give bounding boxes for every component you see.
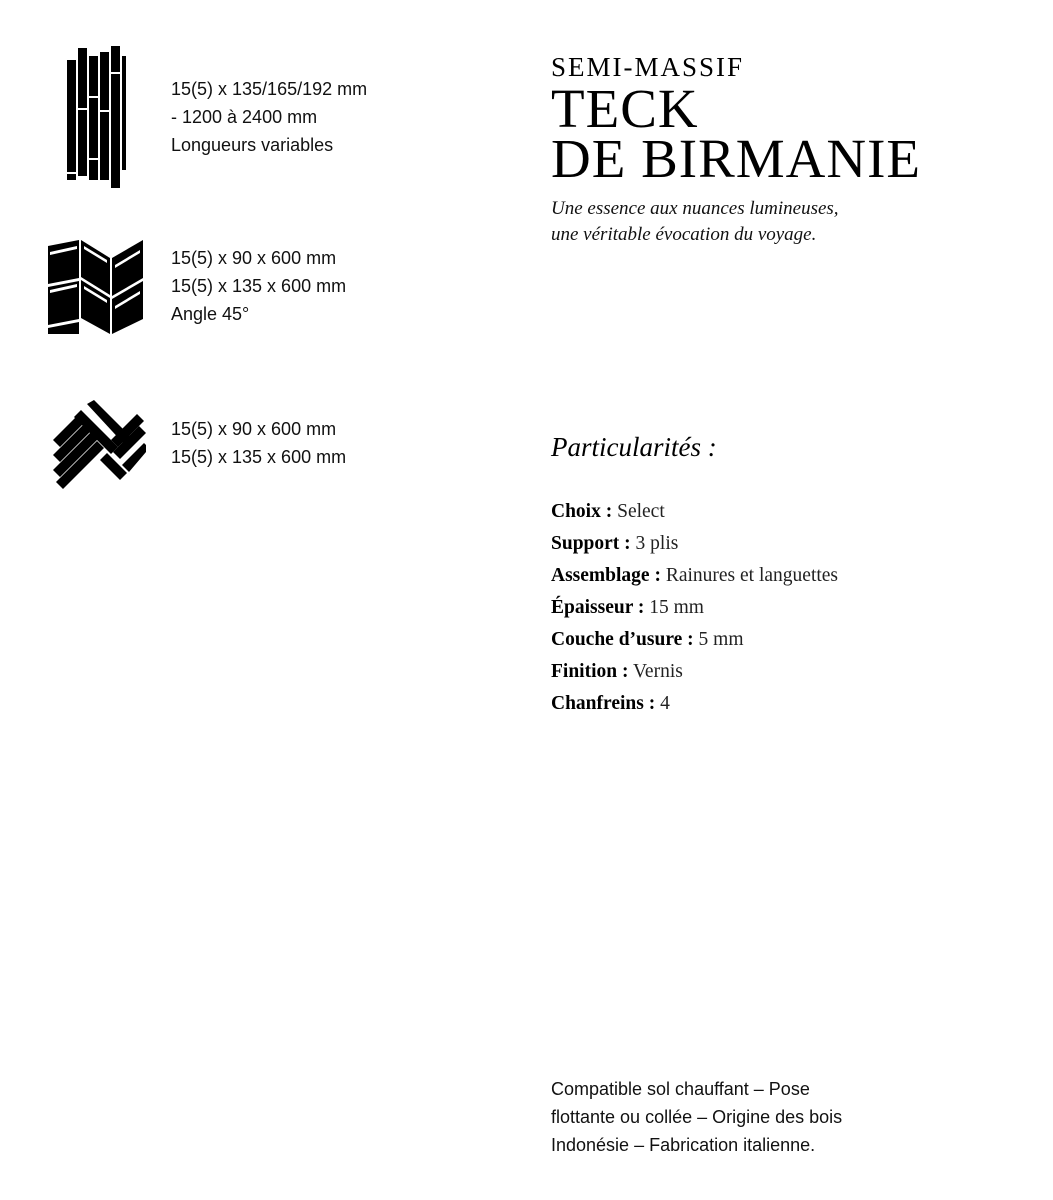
format-dimensions: 15(5) x 135/165/192 mm	[171, 79, 368, 99]
feature-value: 5 mm	[698, 629, 744, 650]
feature-support	[551, 528, 1031, 560]
feature-label: Choix :	[551, 501, 613, 522]
footer-note: Compatible sol chauffant – Pose flottante ou collée – Origine des bois Indonésie – Fabrication italienne.	[551, 1079, 843, 1155]
format-dimensions-large: 15(5) x 135 x 600 mm	[171, 276, 347, 296]
feature-assembly	[551, 560, 1031, 592]
format-specs	[171, 415, 346, 471]
features-heading: Particularités :	[551, 432, 717, 462]
feature-thickness	[551, 592, 1031, 624]
feature-value: Vernis	[633, 661, 683, 682]
format-specs	[171, 75, 367, 159]
format-block-herringbone	[0, 398, 500, 498]
herringbone-pattern-icon	[51, 400, 146, 495]
feature-wear-layer	[551, 624, 1031, 656]
feature-value: 4	[660, 693, 670, 714]
product-tagline	[551, 196, 1031, 248]
tagline-line-2: une véritable évocation du voyage.	[551, 224, 817, 245]
feature-label: Finition :	[551, 661, 629, 682]
feature-label: Support :	[551, 533, 631, 554]
product-title-line-2: DE BIRMANIE	[551, 128, 922, 189]
features-section	[551, 430, 1031, 720]
format-dimensions-small: 15(5) x 90 x 600 mm	[171, 419, 337, 439]
straight-plank-pattern-icon	[66, 46, 126, 193]
format-note: Longueurs variables	[171, 135, 334, 155]
format-specs	[171, 244, 346, 328]
format-block-chevron	[0, 238, 500, 338]
feature-label: Épaisseur :	[551, 597, 645, 618]
feature-value: Rainures et languettes	[665, 565, 839, 586]
product-category: SEMI-MASSIF	[551, 52, 745, 82]
format-angle: Angle 45°	[171, 304, 250, 324]
format-block-variable-lengths	[0, 46, 500, 196]
product-header	[551, 52, 1031, 248]
feature-label: Chanfreins :	[551, 693, 656, 714]
feature-finish	[551, 656, 1031, 688]
product-title-line-1: TECK	[551, 78, 699, 139]
format-dimensions-small: 15(5) x 90 x 600 mm	[171, 248, 337, 268]
feature-bevels	[551, 688, 1031, 720]
product-title	[551, 78, 1031, 189]
chevron-pattern-icon	[48, 240, 143, 339]
feature-label: Couche d’usure :	[551, 629, 694, 650]
feature-value: 15 mm	[649, 597, 704, 618]
tagline-line-1: Une essence aux nuances lumineuses,	[551, 198, 839, 219]
feature-choice	[551, 496, 1031, 528]
format-dimensions-large: 15(5) x 135 x 600 mm	[171, 447, 347, 467]
feature-value: Select	[617, 501, 665, 522]
feature-label: Assemblage :	[551, 565, 661, 586]
format-lengths: - 1200 à 2400 mm	[171, 107, 318, 127]
feature-value: 3 plis	[635, 533, 679, 554]
